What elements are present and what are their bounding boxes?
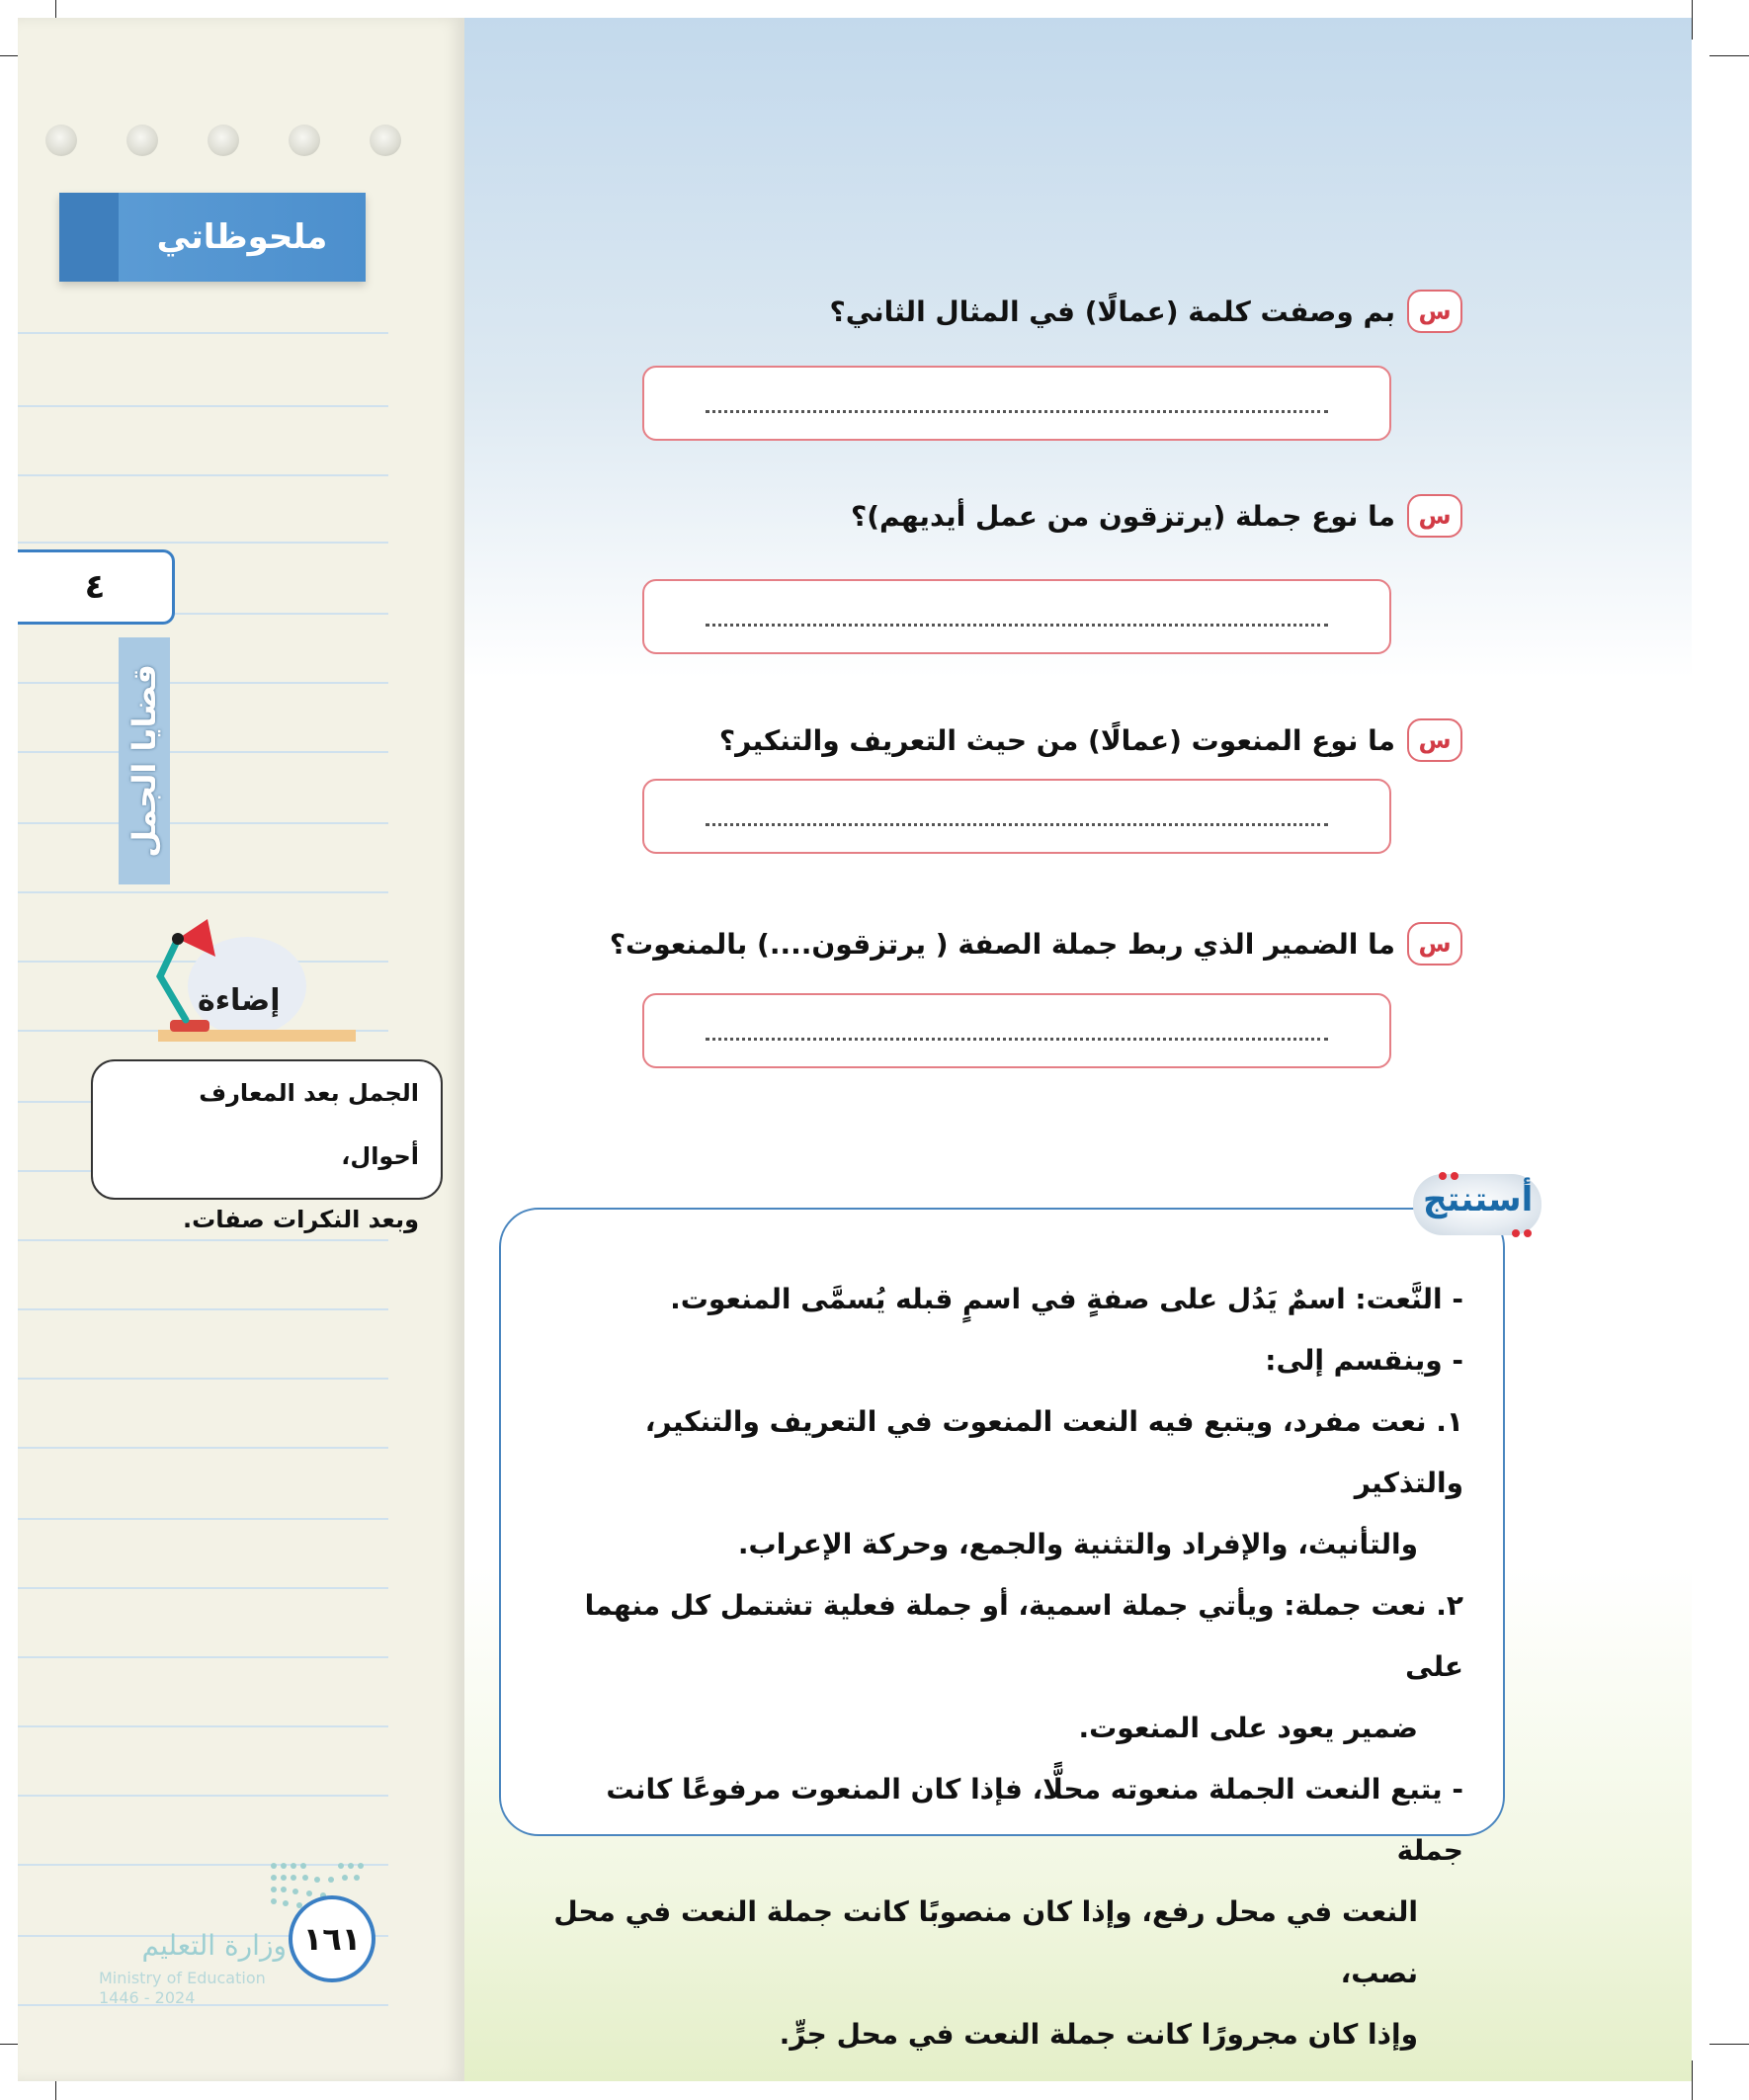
answer-dotted-line <box>706 1022 1328 1041</box>
chapter-title: قضايا الجمل <box>125 664 163 858</box>
notebook-line <box>18 332 388 334</box>
conclusion-tag <box>1413 1166 1541 1245</box>
tip-line: الجمل بعد المعارف أحوال، <box>199 1079 419 1170</box>
conclusion-line: والتأنيث، والإفراد والتثنية والجمع، وحركة الإعراب. <box>737 1528 1418 1560</box>
answer-dotted-line <box>706 807 1328 826</box>
conclusion-line: وإذا كان مجرورًا كانت جملة النعت في محل جرٍّ. <box>779 2018 1418 2051</box>
conclusion-line: - يتبع النعت الجملة منعوته محلًّا، فإذا كان المنعوت مرفوعًا كانت جملة <box>606 1773 1463 1867</box>
notebook-line <box>18 1378 388 1380</box>
answer-field-4[interactable] <box>642 993 1391 1068</box>
tip-line: وبعد النكرات صفات. <box>182 1206 419 1233</box>
desk-lamp-icon <box>138 917 356 1046</box>
notebook-line <box>18 542 388 544</box>
conclusion-line: ١. نعت مفرد، ويتبع فيه النعت المنعوت في التعريف والتنكير، والتذكير <box>644 1405 1463 1499</box>
tag-dot <box>1512 1229 1520 1237</box>
question-1 <box>830 290 1462 333</box>
notebook-line <box>18 751 388 753</box>
question-badge: س <box>1407 494 1462 538</box>
answer-dotted-line <box>706 608 1328 627</box>
question-3 <box>719 718 1462 762</box>
conclusion-line: ضمير يعود على المنعوت. <box>1078 1712 1418 1744</box>
notebook-line <box>18 1587 388 1589</box>
notes-sidebar <box>18 18 464 2081</box>
binder-hole <box>289 125 320 156</box>
notebook-line <box>18 1656 388 1658</box>
notebook-line <box>18 822 388 824</box>
notes-title-tab <box>59 193 366 282</box>
binder-hole <box>208 125 239 156</box>
notebook-line <box>18 405 388 407</box>
chapter-title-tab <box>119 637 170 884</box>
conclusion-line: - النَّعت: اسمٌ يَدُل على صفةٍ في اسمٍ قبله يُسمَّى المنعوت. <box>670 1283 1463 1315</box>
ministry-year: 2024 - 1446 <box>99 1988 196 2007</box>
page-number: ١٦١ <box>289 1895 375 1982</box>
question-text: بم وصفت كلمة (عمالًا) في المثال الثاني؟ <box>829 294 1395 328</box>
conclusion-tag-label: أستنتج <box>1423 1180 1534 1219</box>
question-badge: س <box>1407 922 1462 966</box>
question-2 <box>851 494 1462 538</box>
crop-mark <box>1692 0 1693 40</box>
notebook-line <box>18 682 388 684</box>
notebook-line <box>18 474 388 476</box>
ministry-name-en: Ministry of Education <box>99 1969 266 1987</box>
question-text: ما نوع المنعوت (عمالًا) من حيث التعريف والتنكير؟ <box>718 723 1395 757</box>
binder-hole <box>370 125 401 156</box>
notebook-line <box>18 1725 388 1727</box>
binder-hole <box>126 125 158 156</box>
notebook-line <box>18 1518 388 1520</box>
chapter-number: ٤ <box>84 567 106 607</box>
tip-box <box>91 1059 443 1233</box>
answer-field-2[interactable] <box>642 579 1391 654</box>
question-text: ما الضمير الذي ربط جملة الصفة ( يرتزقون....) بالمنعوت؟ <box>609 927 1395 961</box>
answer-field-1[interactable] <box>642 366 1391 441</box>
tag-dot <box>1439 1172 1447 1180</box>
ministry-logo <box>94 1858 311 2006</box>
question-text: ما نوع جملة (يرتزقون من عمل أيديهم)؟ <box>850 499 1395 533</box>
notes-title: ملحوظاتي <box>156 217 328 257</box>
answer-field-3[interactable] <box>642 779 1391 854</box>
notebook-line <box>18 891 388 893</box>
tag-dot <box>1524 1229 1532 1237</box>
notebook-line <box>18 1447 388 1449</box>
question-badge: س <box>1407 290 1462 333</box>
tag-dot <box>1451 1172 1458 1180</box>
conclusion-box <box>499 1208 1505 2051</box>
crop-mark <box>1692 2060 1693 2100</box>
notebook-line <box>18 1795 388 1797</box>
conclusion-line: النعت في محل رفع، وإذا كان منصوبًا كانت جملة النعت في محل نصب، <box>553 1895 1418 1989</box>
question-badge: س <box>1407 718 1462 762</box>
lamp-label: إضاءة <box>198 983 281 1018</box>
crop-mark <box>1709 55 1749 56</box>
crop-mark <box>1709 2044 1749 2045</box>
question-4 <box>610 922 1462 966</box>
answer-dotted-line <box>706 394 1328 413</box>
conclusion-line: - وينقسم إلى: <box>1265 1344 1463 1377</box>
binder-hole <box>45 125 77 156</box>
conclusion-line: ٢. نعت جملة: ويأتي جملة اسمية، أو جملة فعلية تشتمل كل منهما على <box>584 1589 1463 1683</box>
ministry-name-ar: وزارة التعليم <box>141 1929 287 1962</box>
chapter-number-box <box>18 549 175 625</box>
notebook-line <box>18 1308 388 1310</box>
